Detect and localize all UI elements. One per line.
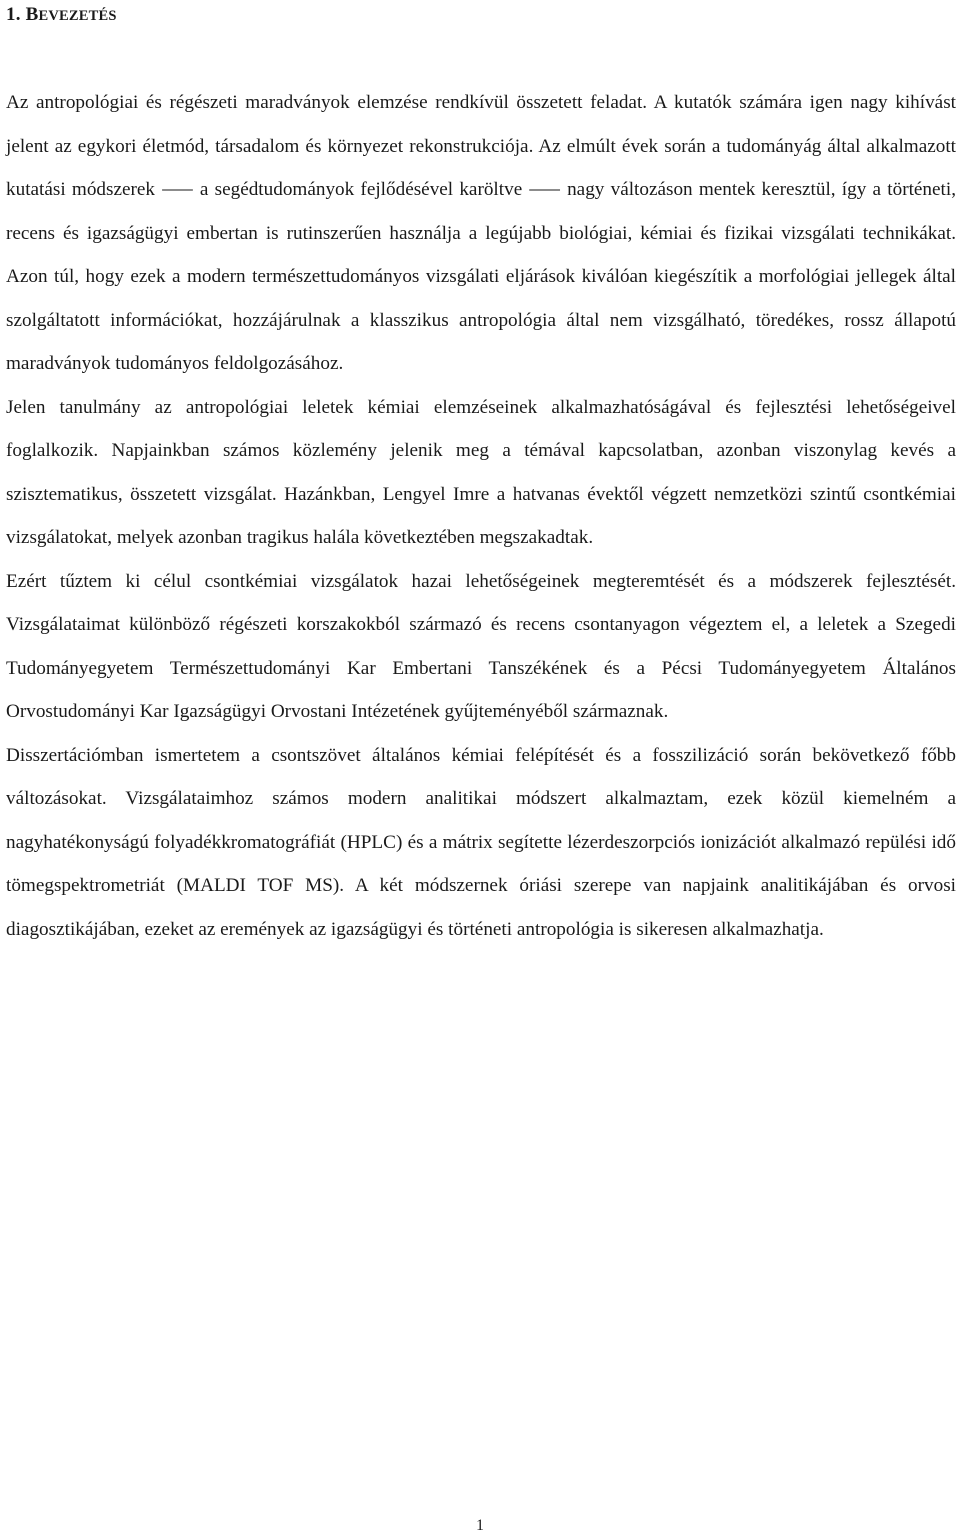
document-page: [6, 0, 956, 951]
paragraph-1: Az antropológiai és régészeti maradványok elemzése rendkívül összetett feladat. A kutatók számára igen nagy kihívást jelent az egykori életmód, társadalom és környezet rekonstrukciója. Az elmúlt évek során a tudományág által alkalmazott kutatási módszerek ⸺ a segédtudományok fejlődésével karöltve ⸺ nagy változáson mentek keresztül, így a történeti, recens és igazságügyi embertan is rutinszerűen használja a legújabb biológiai, kémiai és fizikai vizsgálati technikákat. Azon túl, hogy ezek a modern természettudományos vizsgálati eljárások kiválóan kiegészítik a morfológiai jellegek által szolgáltatott információkat, hozzájárulnak a klasszikus antropológia által nem vizsgálható, töredékes, rossz állapotú maradványok tudományos feldolgozásához.: [6, 92, 956, 374]
body-text: [6, 81, 956, 951]
section-heading: [6, 0, 956, 28]
section-title-initial: B: [25, 4, 39, 25]
section-title-rest: EVEZETÉS: [38, 8, 117, 24]
page-number: 1: [476, 1517, 484, 1534]
paragraph-3: Ezért tűztem ki célul csontkémiai vizsgálatok hazai lehetőségeinek megteremtését és a módszerek fejlesztését. Vizsgálataimat különböző régészeti korszakokból származó és recens csontanyagon végeztem el, a leletek a Szegedi Tudományegyetem Természettudományi Kar Embertani Tanszékének és a Pécsi Tudományegyetem Általános Orvostudományi Kar Igazságügyi Orvostani Intézetének gyűjteményéből származnak.: [6, 570, 956, 722]
paragraph-2: Jelen tanulmány az antropológiai leletek kémiai elemzéseinek alkalmazhatóságával és fejlesztési lehetőségeivel foglalkozik. Napjainkban számos közlemény jelenik meg a témával kapcsolatban, azonban viszonylag kevés a szisztematikus, összetett vizsgálat. Hazánkban, Lengyel Imre a hatvanas évektől végzett nemzetközi szintű csontkémiai vizsgálatokat, melyek azonban tragikus halála következtében megszakadtak.: [6, 396, 956, 548]
paragraph-4: Disszertációmban ismertetem a csontszövet általános kémiai felépítését és a fosszilizáció során bekövetkező főbb változásokat. Vizsgálataimhoz számos modern analitikai módszert alkalmaztam, ezek közül kiemelném a nagyhatékonyságú folyadékkromatográfiát (HPLC) és a mátrix segítette lézerdeszorpciós ionizációt alkalmazó repülési idő tömegspektrometriát (MALDI TOF MS). A két módszernek óriási szerepe van napjaink analitikájában és orvosi diagosztikájában, ezeket az eremények az igazságügyi és történeti antropológia is sikeresen alkalmazhatja.: [6, 744, 956, 940]
section-number: 1.: [6, 4, 21, 25]
